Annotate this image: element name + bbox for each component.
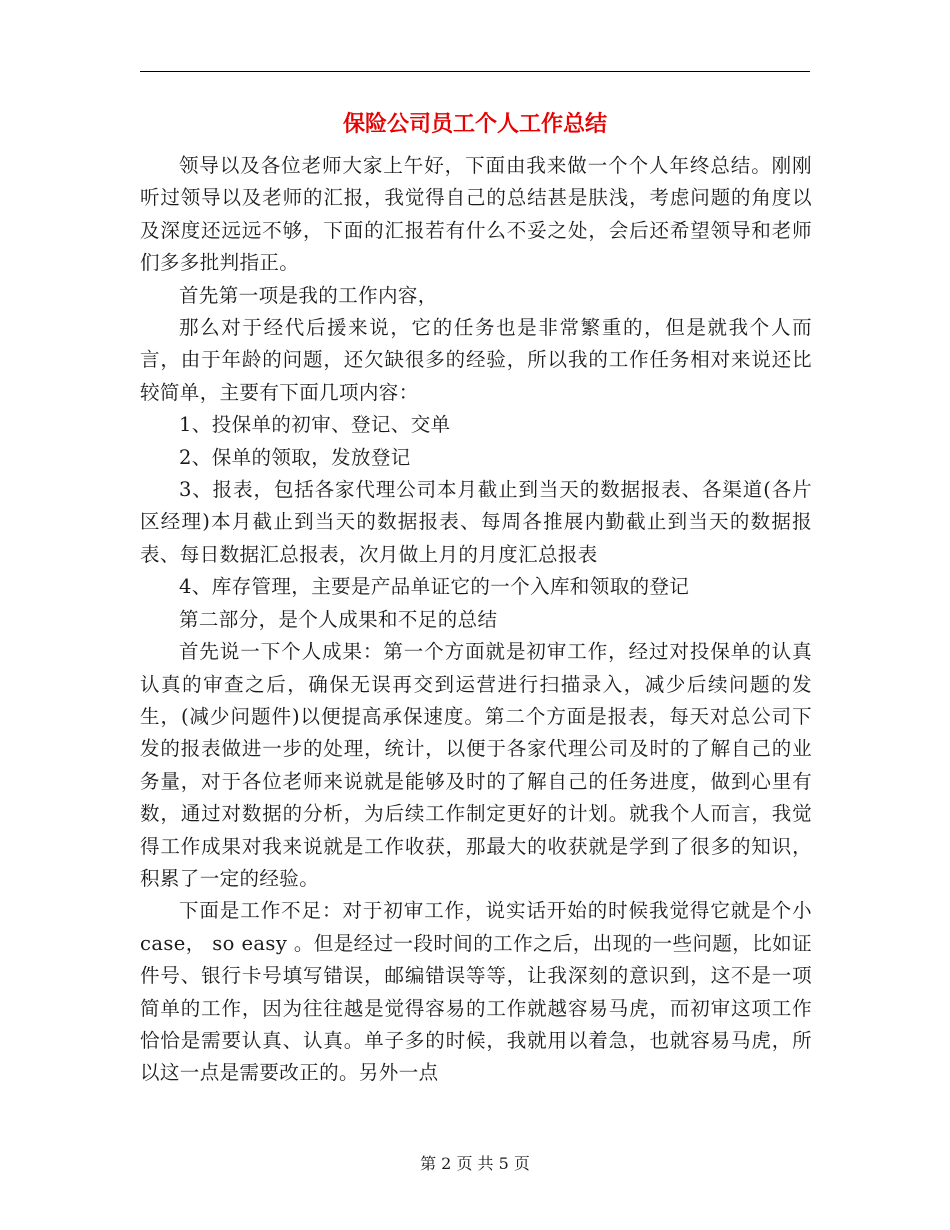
paragraph-part-two-heading: 第二部分，是个人成果和不足的总结 [179,607,498,631]
paragraph-achievements: 首先说一下个人成果：第一个方面就是初审工作，经过对投保单的认真认真的审查之后，确保无误再交到运营进行扫描录入，减少后续问题的发生，(减少问题件)以便提高承保速度。第二个方面是报表，每天对总公司下发的报表做进一步的处理，统计，以便于各家代理公司及时的了解自己的业务量，对于各位老师来说就是能够及时的了解自己的任务进度，做到心里有数，通过对数据的分析，为后续工作制定更好的计划。就我个人而言，我觉得工作成果对我来说就是工作收获，那最大的收获就是学到了很多的知识，积累了一定的经验。 [140,640,812,890]
list-item-4: 4、库存管理，主要是产品单证它的一个入库和领取的登记 [179,575,690,599]
paragraph-shortcomings: 下面是工作不足：对于初审工作，说实话开始的时候我觉得它就是个小 case， so easy 。但是经过一段时间的工作之后，出现的一些问题，比如证件号、银行卡号填写错误，邮编错误等等，让我深刻的意识到，这不是一项简单的工作，因为往往越是觉得容易的工作就越容易马虎，而初审这项工作恰恰是需要认真、认真。单子多的时候，我就用以着急，也就容易马虎，所以这一点是需要改正的。另外一点 [140,899,812,1085]
page-number-footer: 第 2 页 共 5 页 [420,1154,530,1173]
list-item-1: 1、投保单的初审、登记、交单 [179,413,451,437]
paragraph-work-overview: 那么对于经代后援来说，它的任务也是非常繁重的，但是就我个人而言，由于年龄的问题，还欠缺很多的经验，所以我的工作任务相对来说还比较简单，主要有下面几项内容： [140,316,812,404]
header-rule [140,71,810,72]
document-body [140,150,812,1090]
list-item-3: 3、报表，包括各家代理公司本月截止到当天的数据报表、各渠道(各片区经理)本月截止到当天的数据报表、每周各推展内勤截止到当天的数据报表、每日数据汇总报表，次月做上月的月度汇总报表 [140,478,812,566]
document-title: 保险公司员工个人工作总结 [342,111,607,137]
paragraph-work-content-heading: 首先第一项是我的工作内容， [179,283,438,307]
list-item-2: 2、保单的领取，发放登记 [179,445,411,469]
paragraph-intro: 领导以及各位老师大家上午好，下面由我来做一个个人年终总结。刚刚听过领导以及老师的汇报，我觉得自己的总结甚是肤浅，考虑问题的角度以及深度还远远不够，下面的汇报若有什么不妥之处，会后还希望领导和老师们多多批判指正。 [140,154,812,275]
